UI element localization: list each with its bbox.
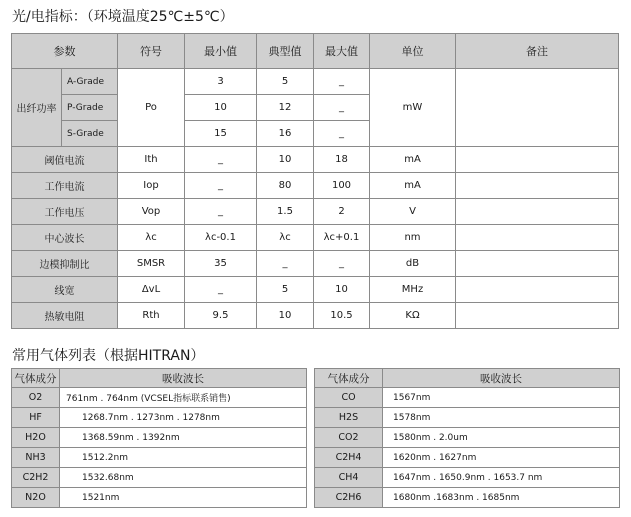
cell-symbol: λc xyxy=(118,225,185,251)
spec-title: 光/电指标：（环境温度25℃±5℃） xyxy=(12,9,234,25)
grade-label: A-Grade xyxy=(62,69,118,95)
cell-typ: 80 xyxy=(257,173,314,199)
gas-header-row xyxy=(12,369,307,388)
gas-name: N2O xyxy=(12,488,60,508)
cell-param: 边模抑制比 xyxy=(12,251,118,277)
cell-param: 工作电压 xyxy=(12,199,118,225)
gas-name: H2S xyxy=(315,408,383,428)
gas-wavelength: 1567nm xyxy=(383,388,620,408)
cell-min: _ xyxy=(185,147,257,173)
cell-typ: 12 xyxy=(257,95,314,121)
gas-wavelength: 1512.2nm xyxy=(60,448,307,468)
cell-remark xyxy=(456,277,619,303)
header-gas: 气体成分 xyxy=(12,369,60,388)
cell-param: 中心波长 xyxy=(12,225,118,251)
table-row xyxy=(315,488,620,508)
table-row xyxy=(12,225,619,251)
cell-unit: nm xyxy=(370,225,456,251)
cell-min: 15 xyxy=(185,121,257,147)
cell-param: 热敏电阻 xyxy=(12,303,118,329)
cell-unit: dB xyxy=(370,251,456,277)
header-min: 最小值 xyxy=(185,34,257,69)
gas-name: CO2 xyxy=(315,428,383,448)
gas-name: CH4 xyxy=(315,468,383,488)
header-unit: 单位 xyxy=(370,34,456,69)
cell-unit: KΩ xyxy=(370,303,456,329)
gas-wavelength: 1368.59nm . 1392nm xyxy=(60,428,307,448)
cell-typ: 10 xyxy=(257,303,314,329)
cell-typ: _ xyxy=(257,251,314,277)
table-row xyxy=(315,448,620,468)
cell-symbol: Vop xyxy=(118,199,185,225)
cell-min: λc-0.1 xyxy=(185,225,257,251)
cell-min: 10 xyxy=(185,95,257,121)
table-row xyxy=(12,488,307,508)
table-row xyxy=(12,69,619,95)
header-param: 参数 xyxy=(12,34,118,69)
table-row xyxy=(12,199,619,225)
gas-name: H2O xyxy=(12,428,60,448)
table-row xyxy=(315,388,620,408)
grade-label: P-Grade xyxy=(62,95,118,121)
cell-typ: 10 xyxy=(257,147,314,173)
cell-symbol: SMSR xyxy=(118,251,185,277)
cell-unit: mA xyxy=(370,173,456,199)
header-symbol: 符号 xyxy=(118,34,185,69)
cell-unit: mA xyxy=(370,147,456,173)
cell-max: _ xyxy=(314,251,370,277)
gas-table-right xyxy=(314,368,620,508)
cell-param: 阈值电流 xyxy=(12,147,118,173)
table-row xyxy=(315,428,620,448)
gas-name: NH3 xyxy=(12,448,60,468)
gas-name: C2H4 xyxy=(315,448,383,468)
gas-name: O2 xyxy=(12,388,60,408)
table-row xyxy=(12,388,307,408)
cell-max: 18 xyxy=(314,147,370,173)
table-row xyxy=(12,408,307,428)
power-unit: mW xyxy=(370,69,456,147)
header-remark: 备注 xyxy=(456,34,619,69)
cell-min: _ xyxy=(185,277,257,303)
gas-name: CO xyxy=(315,388,383,408)
table-row xyxy=(12,303,619,329)
spec-header-row xyxy=(12,34,619,69)
cell-param: 线宽 xyxy=(12,277,118,303)
cell-typ: 1.5 xyxy=(257,199,314,225)
table-row xyxy=(12,277,619,303)
gas-wavelength: 1578nm xyxy=(383,408,620,428)
table-row xyxy=(315,408,620,428)
cell-max: 10.5 xyxy=(314,303,370,329)
spec-table xyxy=(11,33,619,329)
cell-min: 35 xyxy=(185,251,257,277)
table-row xyxy=(12,448,307,468)
cell-max: _ xyxy=(314,121,370,147)
cell-max: 10 xyxy=(314,277,370,303)
gas-title: 常用气体列表（根据HITRAN） xyxy=(12,348,205,364)
cell-symbol: Rth xyxy=(118,303,185,329)
cell-min: _ xyxy=(185,199,257,225)
cell-unit: MHz xyxy=(370,277,456,303)
cell-remark xyxy=(456,173,619,199)
cell-remark xyxy=(456,303,619,329)
header-gas: 气体成分 xyxy=(315,369,383,388)
gas-name: C2H2 xyxy=(12,468,60,488)
cell-remark xyxy=(456,69,619,147)
header-typ: 典型值 xyxy=(257,34,314,69)
gas-wavelength: 1268.7nm . 1273nm . 1278nm xyxy=(60,408,307,428)
header-wavelength: 吸收波长 xyxy=(60,369,307,388)
cell-remark xyxy=(456,199,619,225)
gas-wavelength: 1521nm xyxy=(60,488,307,508)
table-row xyxy=(12,251,619,277)
cell-typ: 5 xyxy=(257,277,314,303)
cell-remark xyxy=(456,251,619,277)
power-label: 出纤功率 xyxy=(12,69,62,147)
table-row xyxy=(315,468,620,488)
cell-symbol: Iop xyxy=(118,173,185,199)
gas-wavelength: 761nm . 764nm (VCSEL指标联系销售) xyxy=(60,388,307,408)
cell-remark xyxy=(456,147,619,173)
header-max: 最大值 xyxy=(314,34,370,69)
cell-symbol: Ith xyxy=(118,147,185,173)
table-row xyxy=(12,468,307,488)
grade-label: S-Grade xyxy=(62,121,118,147)
table-row xyxy=(12,428,307,448)
cell-typ: 5 xyxy=(257,69,314,95)
cell-remark xyxy=(456,225,619,251)
cell-typ: λc xyxy=(257,225,314,251)
gas-name: C2H6 xyxy=(315,488,383,508)
cell-max: λc+0.1 xyxy=(314,225,370,251)
header-wavelength: 吸收波长 xyxy=(383,369,620,388)
table-row xyxy=(12,173,619,199)
gas-wavelength: 1680nm .1683nm . 1685nm xyxy=(383,488,620,508)
cell-max: _ xyxy=(314,69,370,95)
cell-typ: 16 xyxy=(257,121,314,147)
table-row xyxy=(12,147,619,173)
cell-min: 9.5 xyxy=(185,303,257,329)
power-symbol: Po xyxy=(118,69,185,147)
cell-param: 工作电流 xyxy=(12,173,118,199)
cell-min: 3 xyxy=(185,69,257,95)
gas-table-left xyxy=(11,368,307,508)
gas-wavelength: 1580nm . 2.0um xyxy=(383,428,620,448)
cell-max: 2 xyxy=(314,199,370,225)
gas-header-row xyxy=(315,369,620,388)
cell-min: _ xyxy=(185,173,257,199)
cell-max: _ xyxy=(314,95,370,121)
gas-wavelength: 1532.68nm xyxy=(60,468,307,488)
cell-unit: V xyxy=(370,199,456,225)
cell-symbol: ΔvL xyxy=(118,277,185,303)
gas-name: HF xyxy=(12,408,60,428)
gas-wavelength: 1620nm . 1627nm xyxy=(383,448,620,468)
cell-max: 100 xyxy=(314,173,370,199)
gas-wavelength: 1647nm . 1650.9nm . 1653.7 nm xyxy=(383,468,620,488)
